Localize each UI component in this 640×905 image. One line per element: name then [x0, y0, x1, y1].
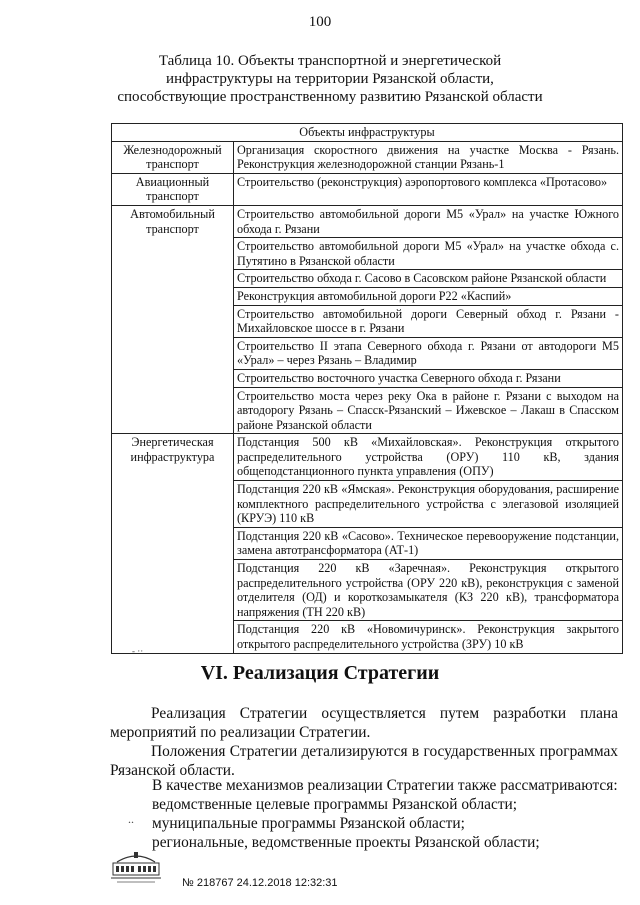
infrastructure-table: [111, 123, 623, 654]
section-title: VI. Реализация Стратегии: [200, 662, 440, 684]
project-cell: Строительство восточного участка Северного обхода г. Рязани: [234, 369, 623, 387]
table-row: [112, 141, 623, 173]
category-road: Автомобильный транспорт: [112, 205, 234, 433]
document-logo-icon: [107, 848, 165, 888]
project-cell: Реконструкция автомобильной дороги Р22 «Каспий»: [234, 287, 623, 305]
mechanisms-intro: В качестве механизмов реализации Стратегии также рассматриваются:: [152, 777, 618, 794]
list-item: ведомственные целевые программы Рязанской области;: [152, 796, 518, 813]
page-number: 100: [308, 14, 332, 30]
footer-document-code: № 218767 24.12.2018 12:32:31: [182, 877, 338, 889]
list-item: муниципальные программы Рязанской области;: [152, 815, 465, 832]
category-rail: Железнодорожный транспорт: [112, 141, 234, 173]
project-cell: Подстанция 220 кВ «Сасово». Техническое перевооружение подстанции, замена автотрансформатора (АТ-1): [234, 527, 623, 559]
scan-artifact: - ··: [132, 646, 144, 656]
project-cell: Строительство II этапа Северного обхода г. Рязани от автодороги М5 «Урал» – через Рязань – Владимир: [234, 337, 623, 369]
paragraph: Реализация Стратегии осуществляется путем разработки плана мероприятий по реализации Стратегии.: [110, 705, 618, 741]
project-cell: Строительство автомобильной дороги М5 «Урал» на участке обхода с. Путятино в Рязанской области: [234, 238, 623, 270]
scan-artifact: ..: [128, 812, 134, 826]
project-cell: Подстанция 220 кВ «Ямская». Реконструкция оборудования, расширение комплектного распределительного устройства с элегазовой изоляцией (КРУЭ) 110 кВ: [234, 481, 623, 528]
project-cell: Подстанция 500 кВ «Михайловская». Реконструкция открытого распределительного устройства (ОРУ) 110 кВ, здания общеподстанционного пункта управления (ОПУ): [234, 434, 623, 481]
project-cell: Организация скоростного движения на участке Москва - Рязань. Реконструкция железнодорожной станции Рязань-1: [234, 141, 623, 173]
table-row: [112, 434, 623, 481]
table-header: Объекты инфраструктуры: [112, 124, 623, 142]
list-item: региональные, ведомственные проекты Рязанской области;: [152, 834, 540, 851]
category-air: Авиационный транспорт: [112, 173, 234, 205]
table-header-row: [112, 124, 623, 142]
project-cell: Подстанция 220 кВ «Заречная». Реконструкция открытого распределительного устройства (ОРУ 220 кВ), реконструкция с заменой отделителя (ОД) и короткозамыкателя (КЗ 220 кВ), трансформатора напряжения (ТН 220 кВ): [234, 560, 623, 621]
paragraph: Положения Стратегии детализируются в государственных программах Рязанской области.: [110, 743, 618, 779]
project-cell: Строительство автомобильной дороги М5 «Урал» на участке Южного обхода г. Рязани: [234, 205, 623, 237]
table-row: [112, 173, 623, 205]
project-cell: Строительство автомобильной дороги Северный обход г. Рязани - Михайловское шоссе в г. Рязани: [234, 305, 623, 337]
category-energy: Энергетическая инфраструктура: [112, 434, 234, 653]
project-cell: Строительство моста через реку Ока в районе г. Рязани с выходом на автодорогу Рязань – Спасск-Рязанский – Ижевское – Лакаш в Спасском районе Рязанской области: [234, 387, 623, 434]
table-title: Таблица 10. Объекты транспортной и энергетической инфраструктуры на территории Рязанской области, способствующие пространственному развитию Рязанской области: [117, 53, 543, 105]
project-cell: Строительство обхода г. Сасово в Сасовском районе Рязанской области: [234, 270, 623, 288]
project-cell: Строительство (реконструкция) аэропортового комплекса «Протасово»: [234, 173, 623, 205]
table-row: [112, 205, 623, 237]
project-cell: Подстанция 220 кВ «Новомичуринск». Реконструкция закрытого открытого распределительного устройства (ЗРУ) 10 кВ: [234, 621, 623, 653]
